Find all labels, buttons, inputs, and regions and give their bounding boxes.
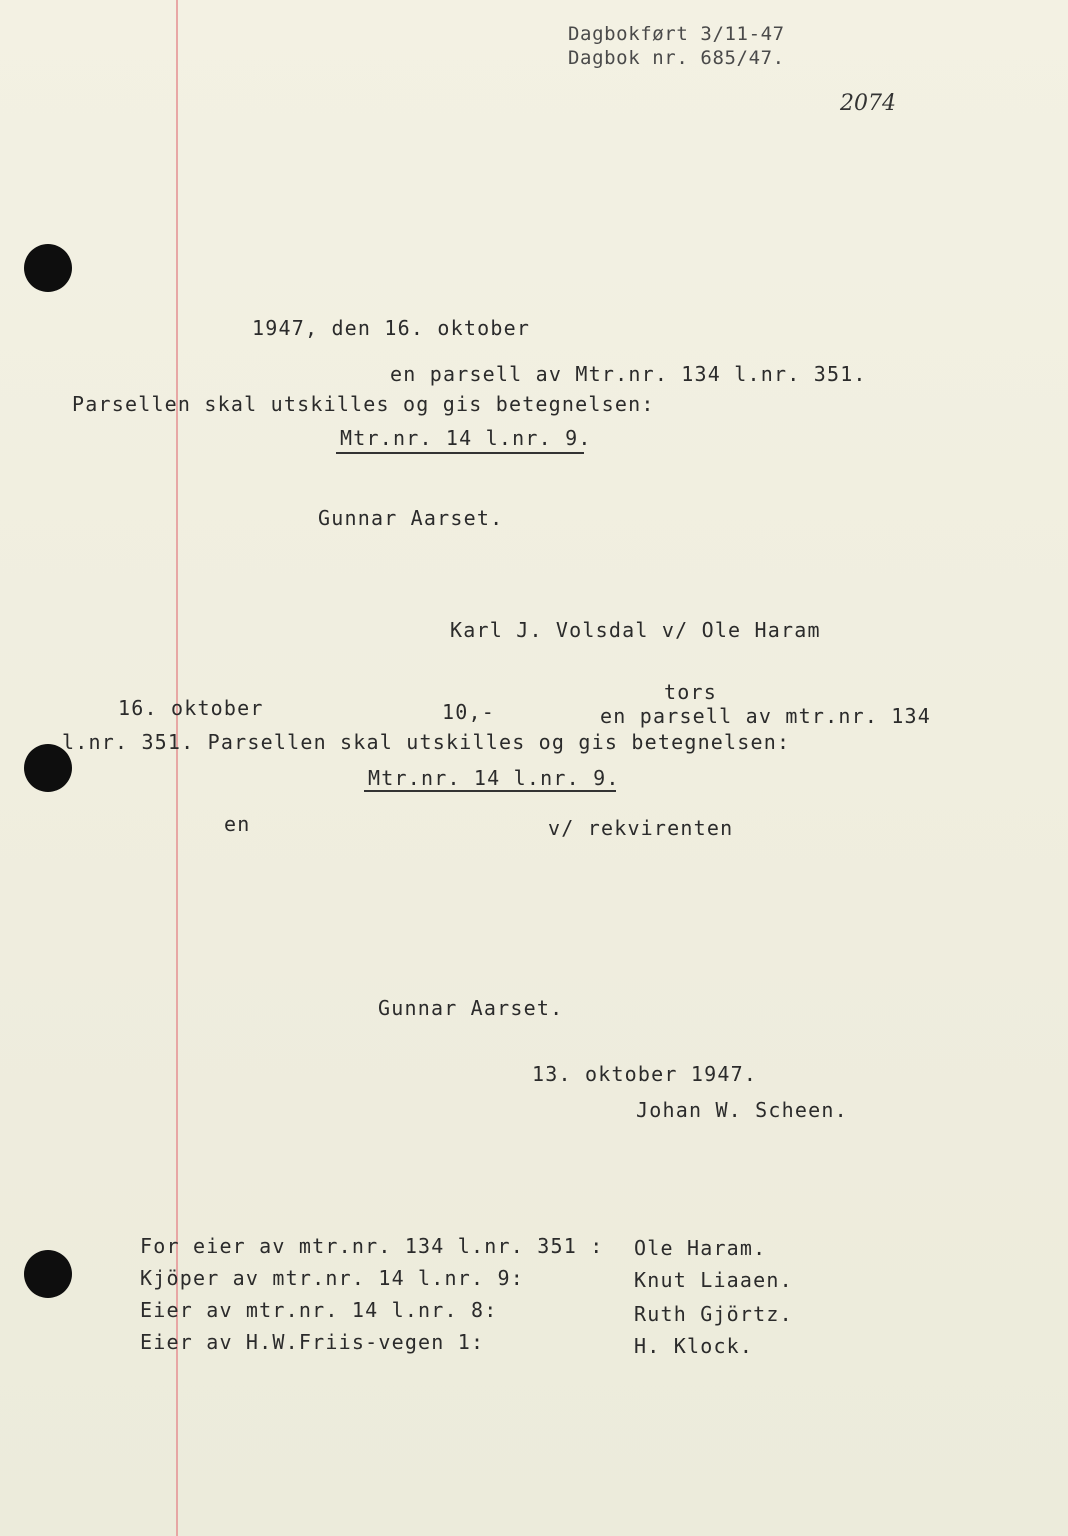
- signature-date: 13. oktober 1947.: [532, 1062, 758, 1086]
- underline: [364, 790, 616, 792]
- day-word: tors: [664, 680, 717, 704]
- parcel-line: en parsell av Mtr.nr. 134 l.nr. 351.: [390, 362, 867, 386]
- date-text: 16. oktober: [118, 696, 264, 720]
- designation-value: Mtr.nr. 14 l.nr. 9.: [340, 426, 592, 450]
- signer-name: Johan W. Scheen.: [636, 1098, 848, 1122]
- underline: [336, 452, 584, 454]
- owner-name: H. Klock.: [634, 1334, 754, 1358]
- owner-label: Kjöper av mtr.nr. 14 l.nr. 9:: [140, 1266, 524, 1290]
- en-word: en: [224, 812, 251, 836]
- signer-name: Gunnar Aarset.: [378, 996, 564, 1020]
- date-line: 1947, den 16. oktober: [252, 316, 531, 340]
- designation-line: Parsellen skal utskilles og gis betegnelsen:: [72, 392, 655, 416]
- owner-name: Knut Liaaen.: [634, 1268, 793, 1292]
- punch-hole: [24, 244, 72, 292]
- owner-name: Ole Haram.: [634, 1236, 767, 1260]
- owner-label: For eier av mtr.nr. 134 l.nr. 351 :: [140, 1234, 604, 1258]
- party-line: Karl J. Volsdal v/ Ole Haram: [450, 618, 821, 642]
- dagbok-stamp-number: Dagbok nr. 685/47.: [568, 47, 785, 69]
- signer-name: Gunnar Aarset.: [318, 506, 504, 530]
- designation-value-2: Mtr.nr. 14 l.nr. 9.: [368, 766, 620, 790]
- designation-line-2: l.nr. 351. Parsellen skal utskilles og gis betegnelsen:: [62, 730, 791, 754]
- owner-label: Eier av mtr.nr. 14 l.nr. 8:: [140, 1298, 498, 1322]
- punch-hole: [24, 1250, 72, 1298]
- page-number: 2074: [840, 91, 896, 116]
- dagbok-stamp-date: Dagbokført 3/11-47: [568, 23, 785, 45]
- parcel-line-2: en parsell av mtr.nr. 134: [600, 704, 932, 728]
- owner-label: Eier av H.W.Friis-vegen 1:: [140, 1330, 485, 1354]
- owner-name: Ruth Gjörtz.: [634, 1302, 793, 1326]
- rekvirent-line: v/ rekvirenten: [548, 816, 734, 840]
- amount: 10,-: [442, 700, 495, 724]
